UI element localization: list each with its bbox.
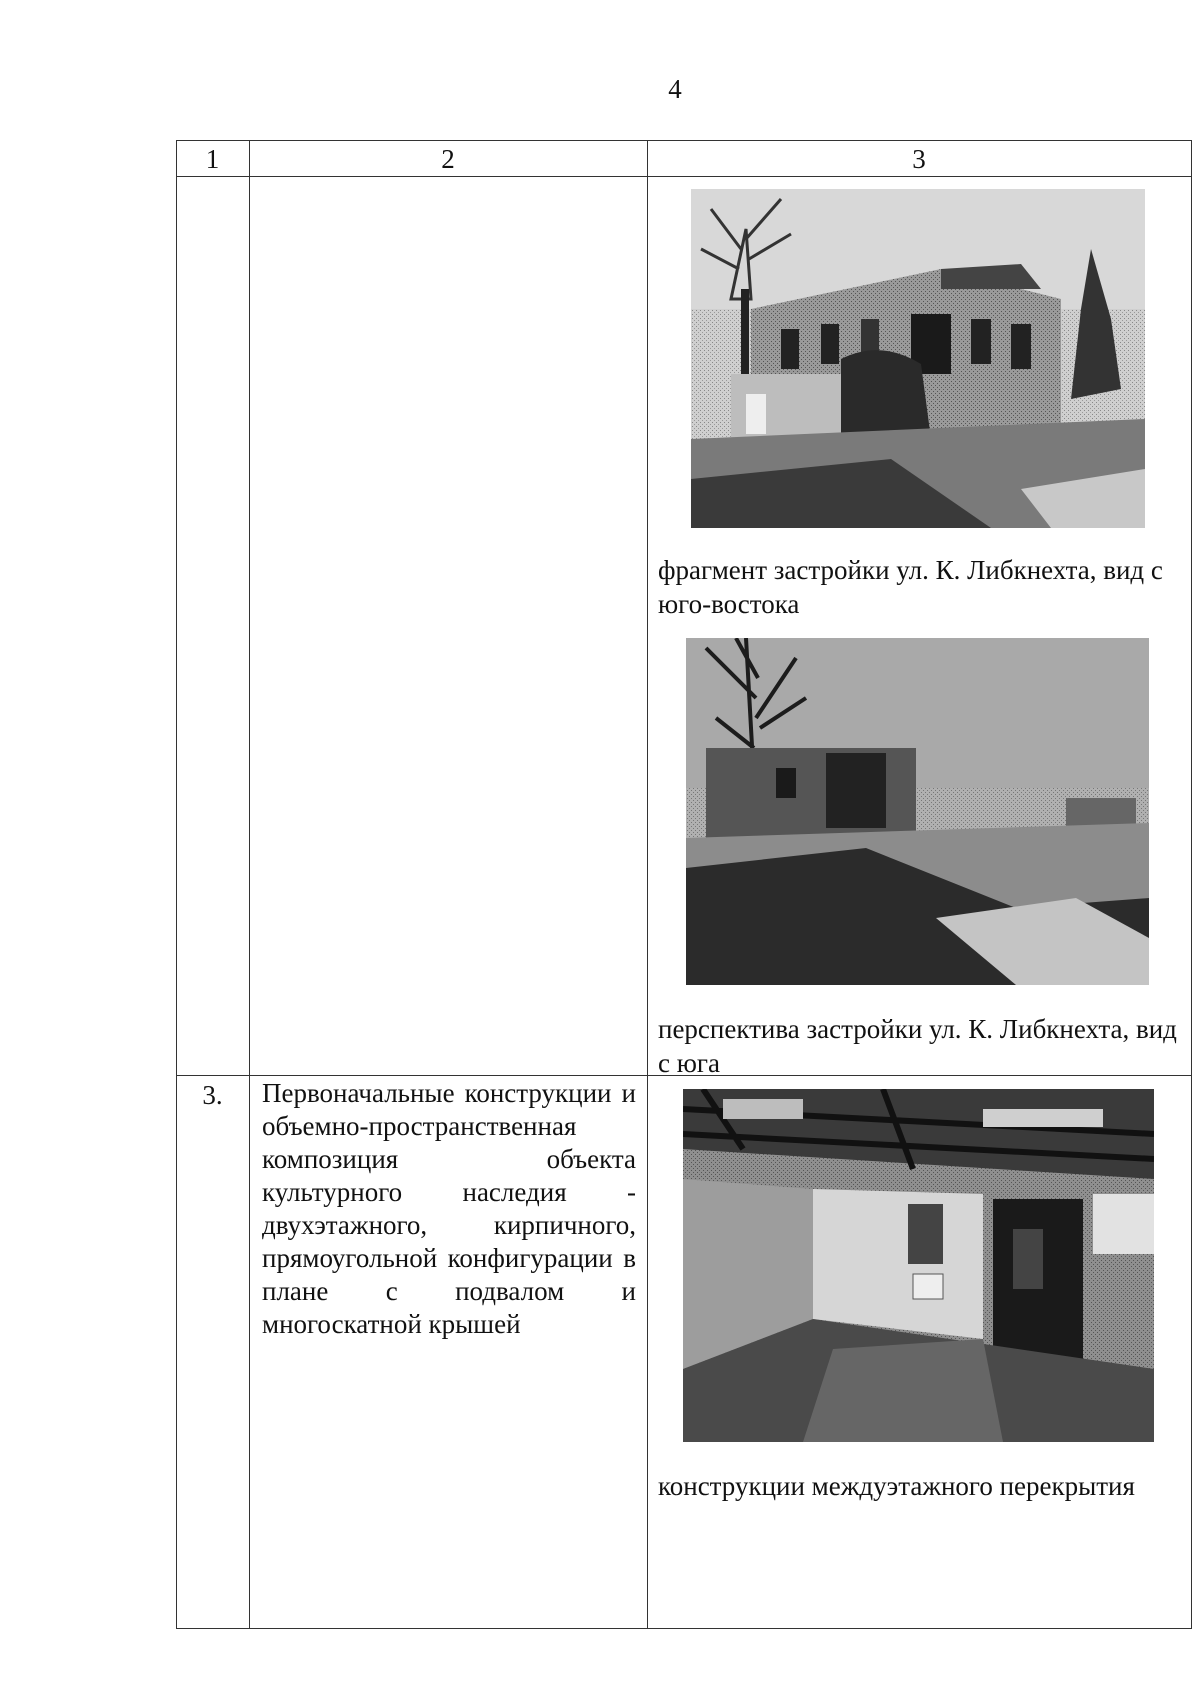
table-border-top [176,140,1192,141]
column-divider-2 [647,140,648,1629]
building-photo [691,189,1145,528]
interior-photo [683,1089,1154,1442]
photo-caption-2: перспектива застройки ул. К. Либкнехта, вид с юга [658,1014,1177,1078]
table-border-bottom [176,1628,1192,1629]
header-divider [176,176,1192,177]
row-number: 3. [202,1080,223,1110]
page-number: 4 [668,74,682,104]
photo-caption-1: фрагмент застройки ул. К. Либкнехта, вид с юго-востока [658,555,1163,619]
row-description: Первоначальные конструкции и объемно-пространственная композиция объекта культурного наследия - двухэтажного, кирпичного, прямоугольной конфигурации в плане с подвалом и многоскатной крышей [262,1078,636,1339]
column-header-2: 2 [441,144,455,174]
column-divider-1 [249,140,250,1629]
column-header-3: 3 [912,144,926,174]
table-border-right [1191,140,1192,1629]
table-border-left [176,140,177,1629]
street-photo [686,638,1149,985]
column-header-1: 1 [205,144,220,174]
photo-caption-3: конструкции междуэтажного перекрытия [658,1471,1135,1501]
